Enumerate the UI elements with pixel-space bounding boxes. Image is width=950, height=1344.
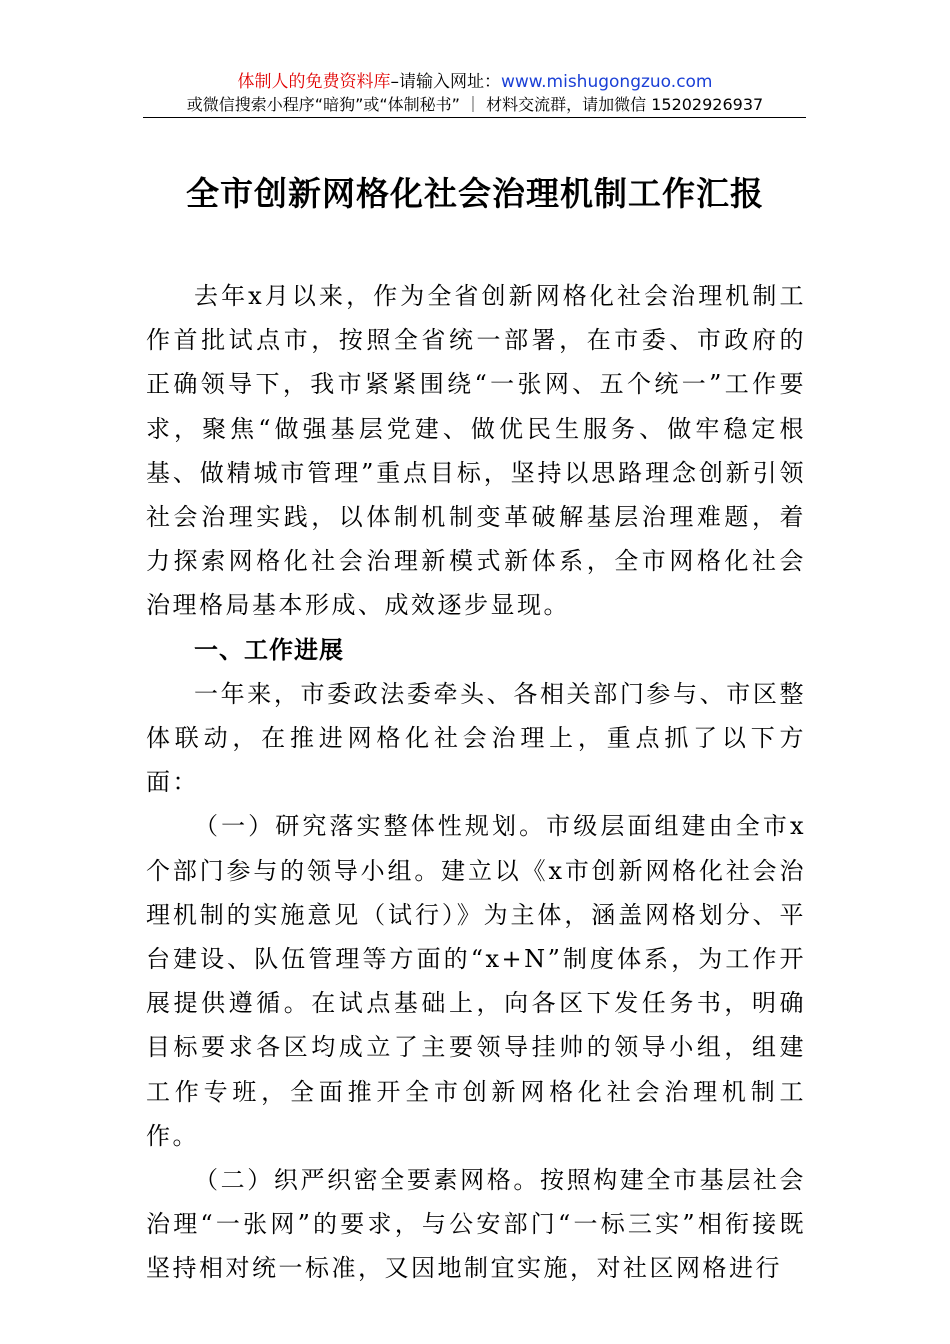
url-prompt: –请输入网址： (390, 72, 501, 92)
promo-header-line2: 或微信搜索小程序“暗狗”或“体制秘书” ｜ 材料交流群，请加微信 15202926937 (186, 95, 764, 114)
promo-header-line1 (0, 70, 950, 94)
paragraph-overview: 一年来，市委政法委牵头、各相关部门参与、市区整体联动，在推进网格化社会治理上，重点抓了以下方面： (146, 679, 806, 797)
paragraph-intro: 去年x月以来，作为全省创新网格化社会治理机制工作首批试点市，按照全省统一部署，在市委、市政府的正确领导下，我市紧紧围绕“一张网、五个统一”工作要求，聚焦“做强基层党建、做优民生服务、做牢稳定根基、做精城市管理”重点目标，坚持以思路理念创新引领社会治理实践，以体制机制变革破解基层治理难题，着力探索网格化社会治理新模式新体系，全市网格化社会治理格局基本形成、成效逐步显现。 (146, 282, 806, 620)
site-url-link[interactable]: www.mishugongzuo.com (500, 72, 713, 92)
section-heading-progress: 一、工作进展 (194, 635, 344, 664)
paragraph-item-2: （二）织严织密全要素网格。按照构建全市基层社会治理“一张网”的要求，与公安部门“一标三实”相衔接既坚持相对统一标准，又因地制宜实施，对社区网格进行 (146, 1166, 806, 1283)
header-divider (143, 117, 806, 118)
document-title: 全市创新网格化社会治理机制工作汇报 (186, 174, 764, 213)
paragraph-item-1: （一）研究落实整体性规划。市级层面组建由全市x个部门参与的领导小组。建立以《x市创新网格化社会治理机制的实施意见（试行）》为主体，涵盖网格划分、平台建设、队伍管理等方面的“x+N”制度体系，为工作开展提供遵循。在试点基础上，向各区下发任务书，明确目标要求各区均成立了主要领导挂帅的领导小组，组建工作专班，全面推开全市创新网格化社会治理机制工作。 (146, 812, 806, 1150)
site-name: 体制人的免费资料库 (237, 72, 391, 92)
document-body (146, 274, 806, 1291)
